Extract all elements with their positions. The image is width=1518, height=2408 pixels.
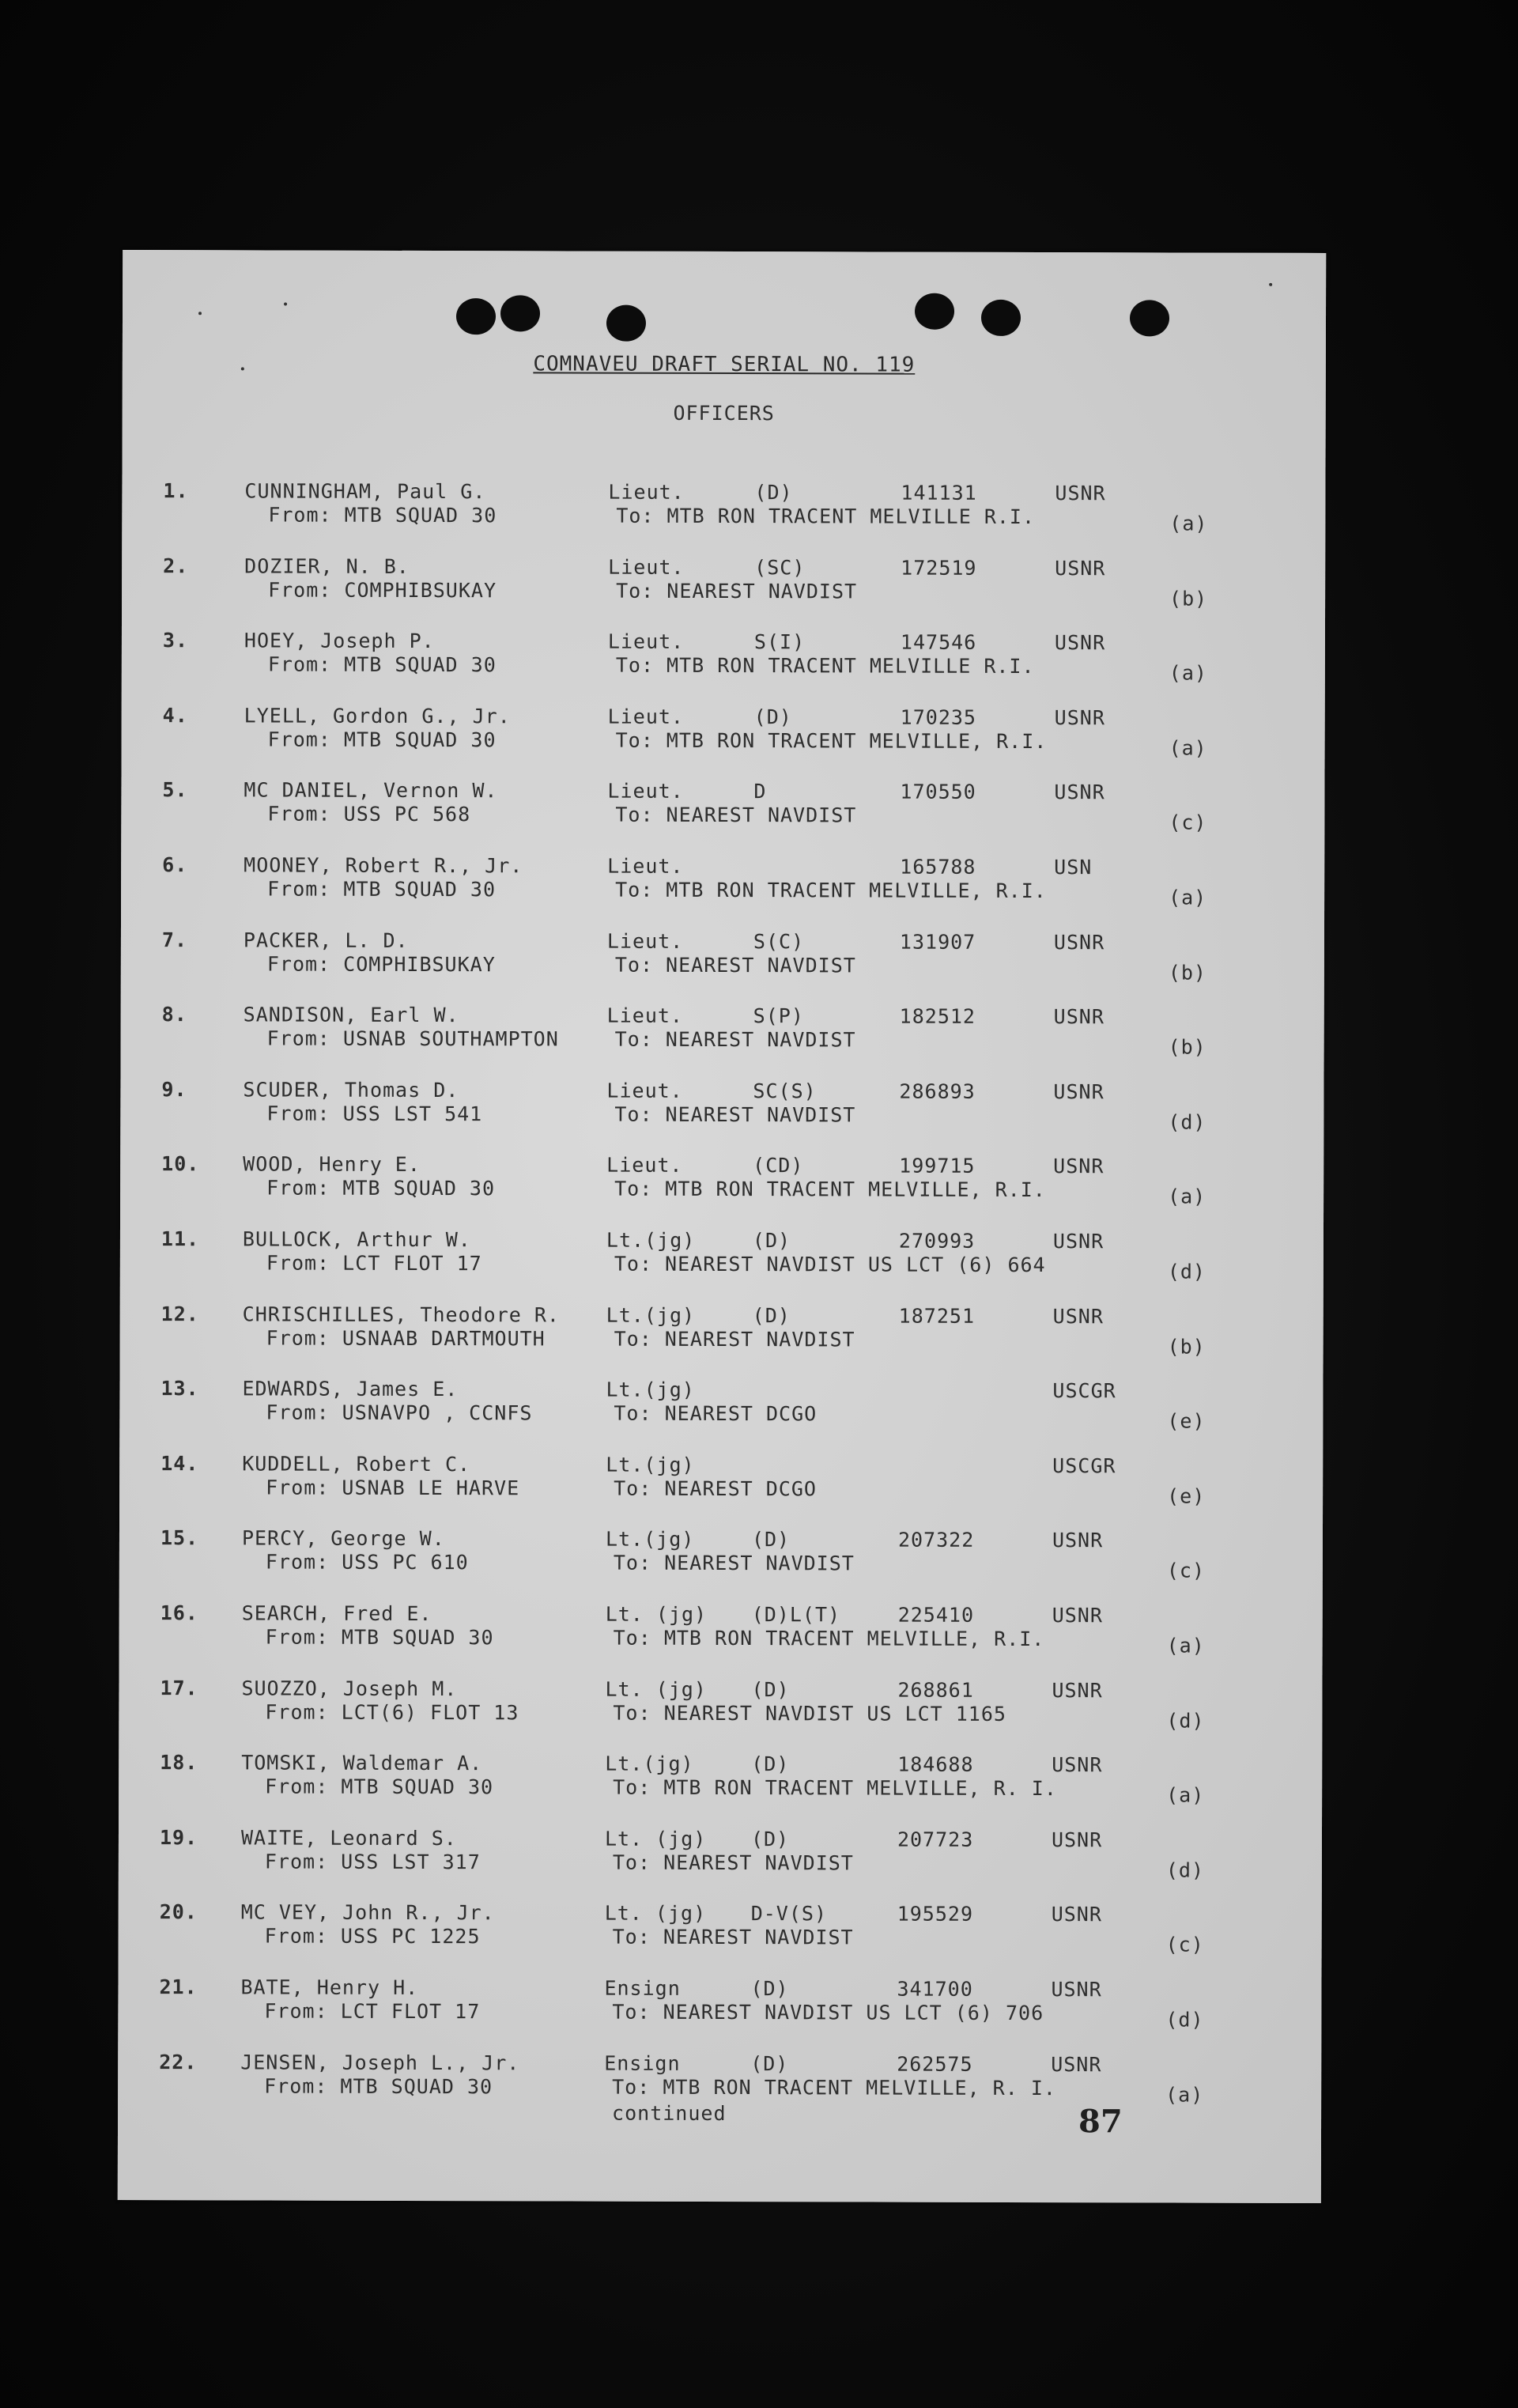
designator: D-V(S) (750, 1902, 828, 1926)
from-unit: From: MTB SQUAD 30 (265, 1775, 494, 1799)
rank: Lieut. (606, 1004, 684, 1028)
from-unit: From: USS PC 1225 (264, 1924, 481, 1949)
entry-number: 8. (161, 1003, 187, 1026)
designator: (D)L(T) (751, 1603, 841, 1627)
punch-hole (981, 300, 1021, 336)
branch: USNR (1052, 1230, 1105, 1253)
branch: USNR (1055, 556, 1106, 580)
rank: Ensign (604, 2051, 681, 2075)
from-unit: From: MTB SQUAD 30 (267, 877, 497, 902)
branch: USNR (1055, 482, 1106, 505)
from-unit: From: MTB SQUAD 30 (266, 1176, 496, 1200)
designator: D (753, 780, 767, 803)
to-destination: To: NEAREST NAVDIST (614, 1327, 855, 1351)
from-unit: From: MTB SQUAD 30 (267, 652, 497, 677)
category-code: (a) (1166, 1783, 1205, 1807)
to-destination: To: MTB RON TRACENT MELVILLE, R. I. (613, 1775, 1057, 1801)
from-unit: From: MTB SQUAD 30 (265, 1625, 494, 1650)
to-destination: To: NEAREST NAVDIST (615, 803, 857, 827)
designator: (CD) (753, 1154, 804, 1178)
rank: Lt. (jg) (604, 1902, 707, 1926)
officer-entry (120, 1078, 1324, 1152)
service-number: 147546 (900, 630, 977, 655)
punch-hole (456, 298, 496, 335)
officer-name: TOMSKI, Waldemar A. (241, 1751, 483, 1775)
from-unit: From: LCT FLOT 17 (264, 1999, 481, 2024)
from-unit: From: USNAB LE HARVE (266, 1476, 520, 1500)
category-code: (a) (1169, 512, 1208, 535)
from-unit: From: USS LST 541 (266, 1102, 483, 1126)
to-destination: To: NEAREST NAVDIST (613, 1552, 855, 1575)
officer-name: CUNNINGHAM, Paul G. (244, 479, 486, 504)
rank: Lieut. (607, 705, 685, 728)
to-destination: To: MTB RON TRACENT MELVILLE, R.I. (613, 1626, 1045, 1651)
service-number: 225410 (897, 1603, 975, 1627)
rank: Lieut. (607, 629, 685, 654)
to-destination: To: MTB RON TRACENT MELVILLE R.I. (616, 504, 1036, 529)
branch: USCGR (1052, 1379, 1116, 1403)
section-heading: OFFICERS (673, 401, 775, 425)
to-destination: To: NEAREST NAVDIST US LCT (6) 664 (614, 1252, 1046, 1277)
branch: USNR (1054, 631, 1106, 655)
rank: Lt.(jg) (606, 1378, 695, 1402)
officer-name: KUDDELL, Robert C. (242, 1452, 471, 1476)
service-number: 341700 (897, 1977, 973, 2001)
rank: Lt. (jg) (604, 1827, 707, 1850)
officer-name: HOEY, Joseph P. (244, 629, 435, 653)
category-code: (a) (1169, 736, 1207, 760)
officer-entry (119, 1751, 1322, 1825)
service-number: 207723 (897, 1828, 974, 1851)
officer-entry (119, 1826, 1322, 1900)
designator: (D) (751, 1528, 791, 1552)
branch: USNR (1052, 1304, 1104, 1328)
officer-entry (119, 1452, 1323, 1526)
rank: Lt.(jg) (606, 1228, 696, 1252)
officer-entry (120, 1152, 1324, 1227)
entry-number: 21. (159, 1975, 198, 1999)
service-number: 182512 (899, 1004, 976, 1029)
officer-name: SEARCH, Fred E. (241, 1601, 432, 1626)
officer-name: BULLOCK, Arthur W. (242, 1227, 471, 1252)
category-code: (d) (1167, 1260, 1206, 1283)
rank: Lieut. (606, 1154, 683, 1178)
to-destination: To: NEAREST NAVDIST (612, 1926, 854, 1949)
from-unit: From: USS LST 317 (264, 1850, 481, 1874)
branch: USNR (1053, 930, 1105, 954)
officer-entry (122, 554, 1325, 629)
rank: Lieut. (608, 480, 685, 504)
category-code: (b) (1168, 961, 1207, 985)
branch: USN (1054, 856, 1093, 879)
category-code: (a) (1165, 2083, 1204, 2107)
category-code: (d) (1168, 1110, 1206, 1134)
punch-hole (1130, 300, 1169, 336)
from-unit: From: COMPHIBSUKAY (268, 578, 497, 602)
category-code: (e) (1167, 1409, 1206, 1433)
designator: (D) (752, 1303, 791, 1327)
branch: USNR (1053, 1079, 1105, 1104)
to-destination: To: MTB RON TRACENT MELVILLE, R.I. (615, 728, 1048, 753)
entry-number: 17. (160, 1676, 198, 1699)
designator: (D) (751, 1752, 790, 1776)
rank: Lieut. (608, 555, 685, 579)
category-code: (d) (1165, 1858, 1205, 1882)
designator: (D) (750, 2051, 789, 2075)
rank: Lt.(jg) (606, 1303, 696, 1327)
officer-name: SCUDER, Thomas D. (243, 1078, 459, 1102)
entry-number: 6. (162, 853, 188, 877)
officer-entry (120, 1302, 1324, 1377)
entry-number: 12. (160, 1302, 199, 1325)
rank: Lt.(jg) (606, 1453, 695, 1476)
punch-hole (915, 293, 954, 330)
category-code: (a) (1166, 1634, 1205, 1658)
officer-entry (122, 629, 1325, 703)
entry-number: 10. (161, 1152, 200, 1176)
service-number: 172519 (901, 556, 977, 580)
from-unit: From: MTB SQUAD 30 (267, 728, 497, 752)
service-number: 184688 (897, 1752, 974, 1777)
punch-hole (500, 295, 540, 331)
document-page (118, 250, 1326, 2203)
branch: USNR (1052, 1604, 1103, 1627)
entry-number: 2. (163, 554, 189, 577)
from-unit: From: LCT(6) FLOT 13 (265, 1700, 519, 1724)
service-number: 270993 (898, 1229, 976, 1253)
category-code: (c) (1169, 811, 1207, 834)
branch: USNR (1051, 1978, 1102, 2002)
from-unit: From: MTB SQUAD 30 (264, 2074, 493, 2098)
entry-number: 9. (161, 1077, 187, 1102)
from-unit: From: USNAAB DARTMOUTH (266, 1326, 546, 1351)
officer-name: BATE, Henry H. (240, 1975, 419, 1999)
dust-speck (1269, 283, 1272, 286)
category-code: (b) (1167, 1335, 1206, 1359)
to-destination: To: NEAREST NAVDIST (612, 1850, 854, 1875)
officer-entry (118, 1975, 1321, 2050)
designator: (D) (750, 1827, 790, 1851)
service-number: 141131 (901, 481, 977, 505)
service-number: 268861 (897, 1678, 974, 1702)
to-destination: To: MTB RON TRACENT MELVILLE, R.I. (614, 1178, 1046, 1202)
officer-name: WOOD, Henry E. (243, 1152, 421, 1177)
branch: USNR (1051, 1903, 1102, 1926)
rank: Lt. (jg) (605, 1677, 707, 1701)
officer-entry (121, 928, 1324, 1003)
branch: USNR (1052, 1529, 1104, 1552)
entry-number: 16. (160, 1601, 198, 1625)
designator: SC(S) (753, 1079, 817, 1103)
entry-number: 13. (160, 1377, 199, 1401)
branch: USNR (1051, 1828, 1103, 1852)
branch: USNR (1054, 705, 1105, 730)
to-destination: To: MTB RON TRACENT MELVILLE, R.I. (615, 878, 1047, 903)
officer-name: SUOZZO, Joseph M. (241, 1677, 458, 1700)
officer-name: DOZIER, N. B. (244, 554, 410, 578)
designator: S(P) (753, 1004, 804, 1028)
designator: (D) (750, 1977, 789, 2001)
category-code: (b) (1169, 587, 1208, 611)
rank: Lt.(jg) (605, 1752, 694, 1776)
branch: USNR (1052, 1678, 1103, 1702)
officer-name: MOONEY, Robert R., Jr. (244, 853, 523, 878)
to-destination: To: NEAREST NAVDIST US LCT 1165 (613, 1701, 1007, 1726)
to-destination: To: NEAREST DCGO (614, 1476, 817, 1501)
officer-entry (121, 704, 1324, 778)
rank: Lt.(jg) (605, 1528, 695, 1552)
officer-entry (121, 853, 1324, 928)
officer-entry (121, 1003, 1324, 1077)
entry-number: 11. (160, 1227, 200, 1251)
to-destination: To: NEAREST NAVDIST (614, 1102, 856, 1127)
officer-entry (119, 1900, 1322, 1975)
branch: USNR (1053, 1005, 1105, 1029)
entry-number: 20. (159, 1900, 198, 1924)
service-number: 199715 (899, 1154, 976, 1178)
service-number: 187251 (898, 1304, 976, 1328)
officer-name: CHRISCHILLES, Theodore R. (242, 1302, 561, 1327)
designator: (D) (751, 1677, 790, 1701)
to-destination: To: MTB RON TRACENT MELVILLE, R. I. (612, 2075, 1056, 2100)
category-code: (c) (1166, 1559, 1206, 1582)
officer-name: WAITE, Leonard S. (240, 1826, 457, 1850)
category-code: (a) (1169, 886, 1207, 909)
officer-entry (122, 479, 1325, 554)
category-code: (a) (1168, 1185, 1206, 1208)
from-unit: From: USS PC 568 (267, 802, 471, 826)
service-number: 207322 (897, 1528, 975, 1552)
designator: (D) (754, 481, 793, 505)
service-number: 262575 (897, 2052, 973, 2076)
rank: Lieut. (607, 854, 684, 878)
continued-note: continued (612, 2101, 727, 2126)
service-number: 170550 (900, 780, 976, 804)
officer-name: MC DANIEL, Vernon W. (244, 778, 498, 803)
branch: USNR (1053, 1155, 1105, 1178)
entry-number: 5. (162, 778, 188, 802)
dust-speck (284, 303, 287, 306)
entry-number: 19. (159, 1825, 198, 1850)
rank: Lieut. (606, 929, 684, 953)
officer-entry (119, 1526, 1323, 1601)
rank: Lieut. (606, 1079, 683, 1102)
designator: S(C) (753, 929, 805, 953)
rank: Lieut. (607, 780, 684, 803)
entry-number: 1. (163, 479, 189, 503)
from-unit: From: USNAB SOUTHAMPTON (266, 1026, 559, 1051)
service-number: 165788 (900, 855, 976, 879)
from-unit: From: MTB SQUAD 30 (268, 503, 497, 527)
rank: Lt. (jg) (605, 1602, 708, 1626)
from-unit: From: USNAVPO , CCNFS (266, 1401, 533, 1425)
service-number: 286893 (899, 1079, 976, 1103)
service-number: 195529 (897, 1902, 974, 1926)
officer-entry (119, 1677, 1322, 1751)
rank: Ensign (604, 1976, 681, 2000)
to-destination: To: NEAREST NAVDIST US LCT (6) 706 (612, 2000, 1044, 2025)
from-unit: From: COMPHIBSUKAY (266, 952, 496, 976)
page-number: 87 (1078, 2103, 1123, 2141)
to-destination: To: NEAREST NAVDIST (614, 1027, 856, 1052)
service-number: 170235 (900, 705, 977, 729)
branch: USNR (1051, 2052, 1102, 2076)
page-title: COMNAVEU DRAFT SERIAL NO. 119 (533, 352, 916, 377)
from-unit: From: USS PC 610 (265, 1550, 469, 1574)
entry-number: 4. (162, 703, 188, 728)
officer-name: EDWARDS, James E. (242, 1377, 459, 1401)
officer-name: PACKER, L. D. (243, 928, 409, 952)
category-code: (d) (1165, 2008, 1204, 2032)
officer-name: LYELL, Gordon G., Jr. (244, 704, 511, 728)
officer-name: SANDISON, Earl W. (243, 1003, 459, 1027)
entry-number: 14. (160, 1451, 199, 1476)
designator: (D) (752, 1229, 791, 1253)
officer-name: MC VEY, John R., Jr. (240, 1900, 495, 1925)
to-destination: To: NEAREST DCGO (614, 1401, 818, 1426)
officer-entry (119, 1601, 1323, 1676)
designator: (SC) (754, 555, 806, 579)
category-code: (c) (1165, 1933, 1204, 1956)
category-code: (a) (1169, 661, 1208, 685)
punch-hole (606, 305, 646, 342)
entry-number: 7. (161, 928, 188, 951)
branch: USCGR (1052, 1453, 1116, 1478)
officer-entry (120, 1227, 1324, 1302)
category-code: (e) (1167, 1484, 1206, 1508)
entry-number: 22. (159, 2050, 198, 2073)
entry-number: 3. (162, 629, 189, 652)
category-code: (d) (1166, 1709, 1205, 1733)
from-unit: From: LCT FLOT 17 (266, 1251, 482, 1276)
officer-entry (121, 778, 1324, 852)
officer-name: PERCY, George W. (241, 1526, 445, 1551)
officer-name: JENSEN, Joseph L., Jr. (240, 2051, 520, 2074)
branch: USNR (1052, 1753, 1103, 1777)
to-destination: To: NEAREST NAVDIST (614, 953, 856, 977)
category-code: (b) (1168, 1035, 1206, 1059)
branch: USNR (1054, 781, 1105, 804)
to-destination: To: MTB RON TRACENT MELVILLE R.I. (615, 653, 1035, 679)
dust-speck (198, 312, 202, 315)
to-destination: To: NEAREST NAVDIST (616, 579, 858, 603)
designator: S(I) (753, 630, 806, 654)
entry-number: 15. (160, 1526, 199, 1550)
service-number: 131907 (899, 930, 976, 954)
officer-entry (119, 1377, 1323, 1451)
entry-number: 18. (160, 1751, 198, 1775)
designator: (D) (753, 705, 792, 729)
